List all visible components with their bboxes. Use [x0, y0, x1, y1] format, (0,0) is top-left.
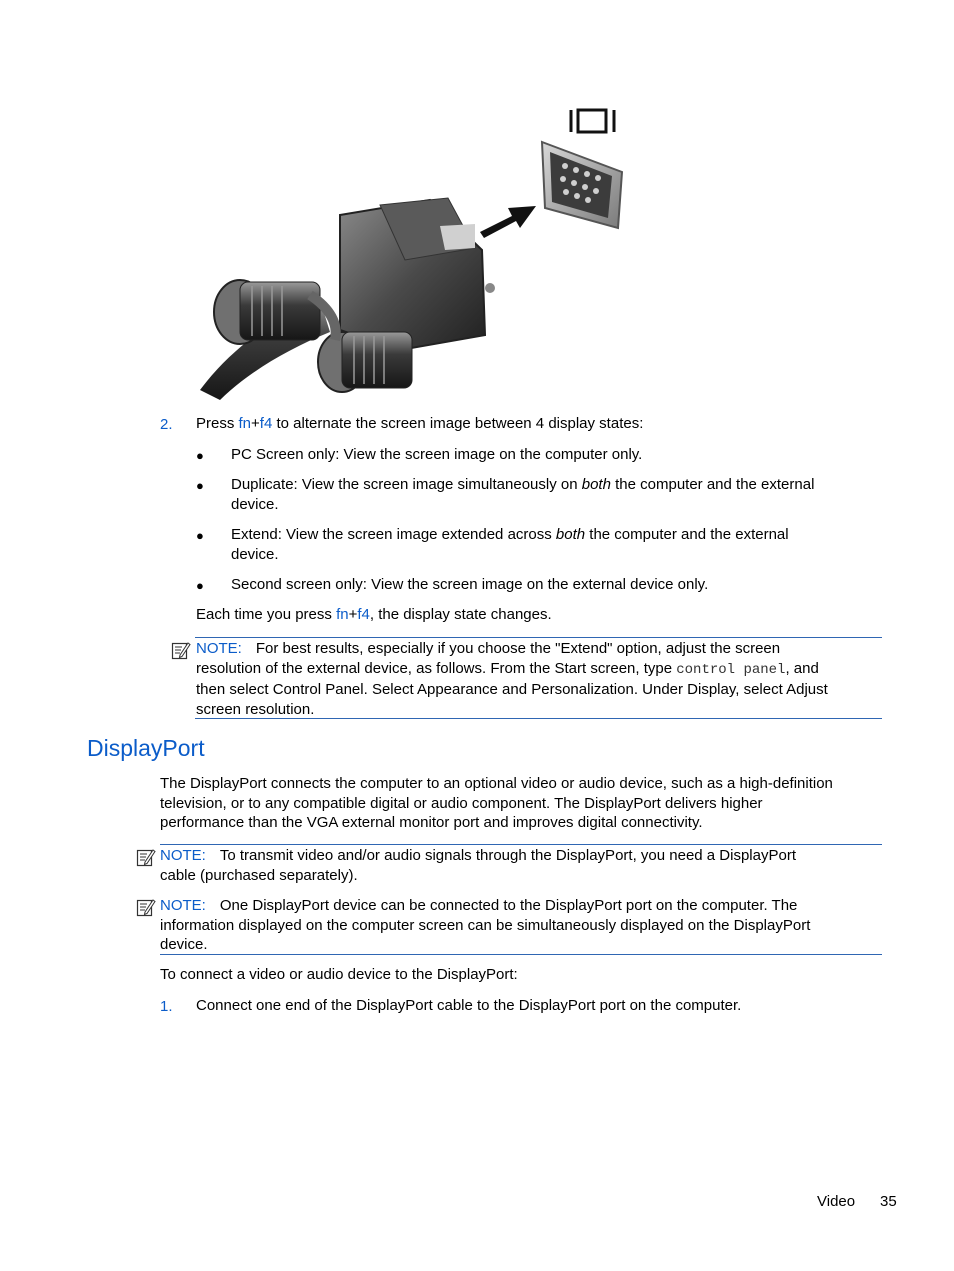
page-number: 35	[880, 1193, 897, 1210]
each-time-text: Each time you press fn+f4, the display state changes.	[196, 606, 552, 623]
bullet-marker: ●	[196, 478, 204, 493]
bullet-marker: ●	[196, 578, 204, 593]
key-fn: fn	[238, 415, 252, 432]
monitor-icon	[571, 110, 614, 132]
bullet-extend: Extend: View the screen image extended across both the computer and the external device.	[231, 526, 789, 563]
key-f4: f4	[357, 606, 370, 623]
section-heading-displayport: DisplayPort	[87, 735, 205, 761]
arrow-icon	[480, 206, 536, 238]
note-3: NOTE: One DisplayPort device can be connected to the DisplayPort port on the computer. The information displayed on the computer screen can be simultaneously displayed on the DisplayPort device.	[160, 897, 811, 953]
vga-connection-illustration	[190, 100, 640, 400]
note-bottom-rule	[160, 954, 882, 955]
step-2-number: 2.	[160, 416, 173, 433]
step-1-text: Connect one end of the DisplayPort cable to the DisplayPort port on the computer.	[196, 997, 742, 1014]
note-1: NOTE: For best results, especially if you choose the "Extend" option, adjust the screen resolution of the external device, as follows. From the Start screen, type control panel, and then select Control Panel. Select Appearance and Personalization. Under Display, select Adjust screen resolution.	[196, 640, 828, 718]
note-icon	[136, 847, 156, 867]
footer-section: Video	[817, 1193, 856, 1210]
vga-port	[542, 142, 622, 228]
bullet-second-screen-only: Second screen only: View the screen image on the external device only.	[231, 576, 709, 593]
bullet-marker: ●	[196, 448, 204, 463]
displayport-description: The DisplayPort connects the computer to an optional video or audio device, such as a high-definition television, or to any compatible digital or audio component. The DisplayPort delivers higher performance than the VGA external monitor port and improves digital connectivity.	[160, 775, 833, 831]
note-bottom-rule	[195, 718, 882, 719]
key-f4: f4	[259, 415, 273, 432]
note-label: NOTE:	[160, 897, 206, 914]
note-top-rule	[160, 844, 882, 845]
note-top-rule	[195, 637, 882, 638]
bullet-marker: ●	[196, 528, 204, 543]
note-label: NOTE:	[196, 640, 242, 657]
step-1-number: 1.	[160, 998, 173, 1015]
key-fn: fn	[336, 606, 349, 623]
bullet-duplicate: Duplicate: View the screen image simultaneously on both the computer and the external device.	[231, 476, 815, 513]
note-label: NOTE:	[160, 847, 206, 864]
note-icon	[171, 640, 191, 660]
bullet-pc-screen-only: PC Screen only: View the screen image on the computer only.	[231, 446, 643, 463]
note-2: NOTE: To transmit video and/or audio signals through the DisplayPort, you need a DisplayPort cable (purchased separately).	[160, 847, 796, 884]
step-2-text: Press fn+f4 to alternate the screen image between 4 display states:	[196, 415, 644, 432]
connect-intro: To connect a video or audio device to the DisplayPort:	[160, 966, 518, 983]
code-control-panel: control panel	[676, 661, 786, 678]
note-icon	[136, 897, 156, 917]
